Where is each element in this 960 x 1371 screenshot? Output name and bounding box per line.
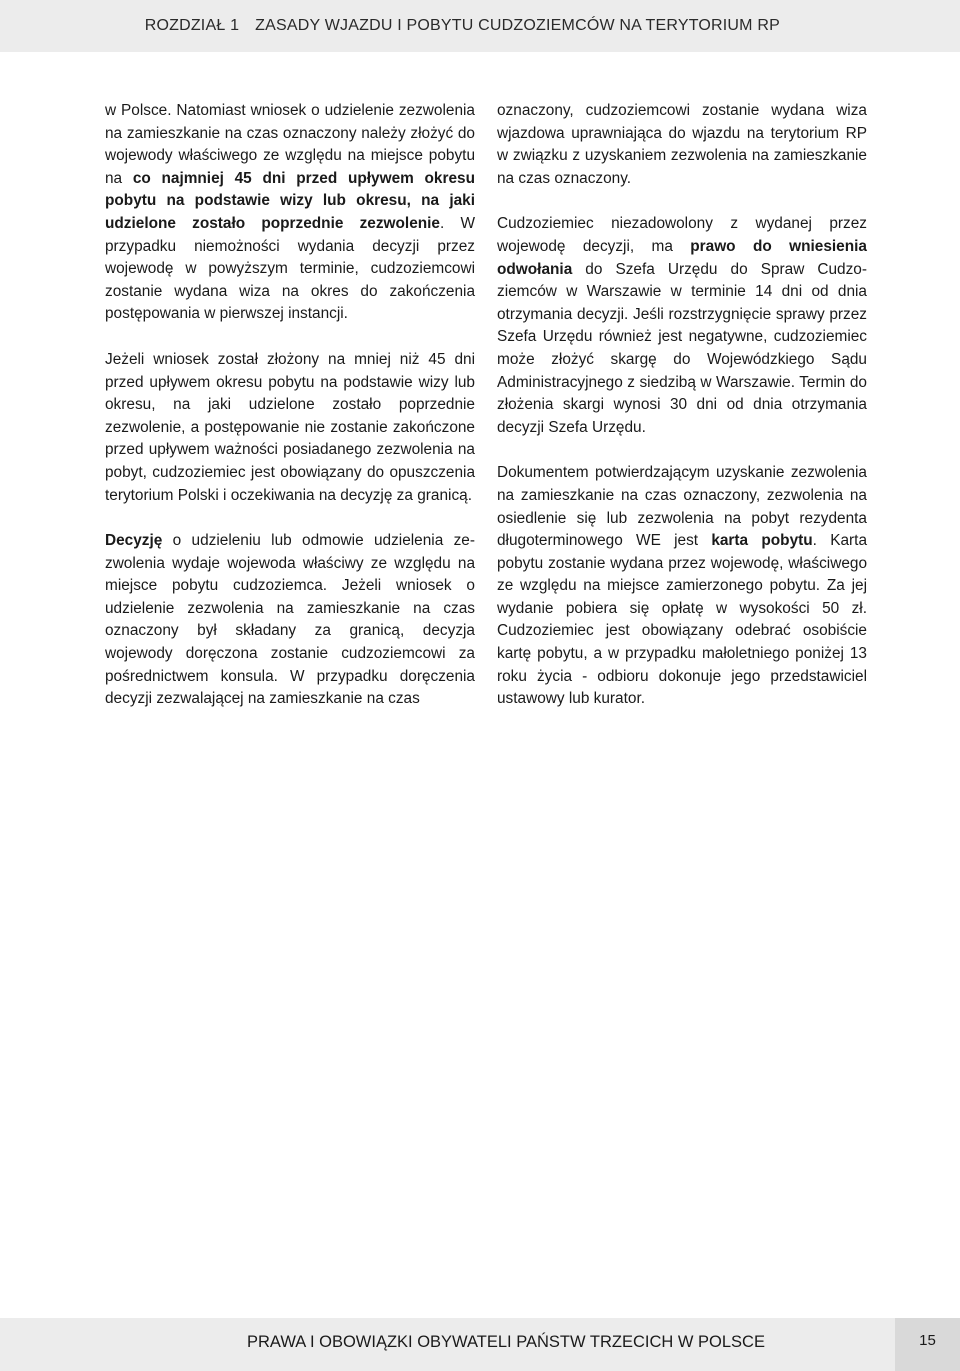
paragraph-text: do Szefa Urzędu do Spraw Cudzoziemców w Warszawie w terminie 14 dni od dnia otrzymania decyzji. Jeśli rozstrzygnięcie sprawy przez Szefa Urzędu również jest negatywne, cudzoziemiec może złożyć skargę do Wojewódzkiego Sądu Administracyjnego z siedzibą w Warszawie. Termin do złożenia skargi wynosi 30 dni od dnia otrzymania decyzji Szefa Urzędu.	[497, 260, 867, 436]
paragraph-text: w Polsce. Natomiast wniosek o udzielenie zezwolenia na zamieszkanie na czas oznaczony należy złożyć do wojewody właściwego ze względu na miejsce pobytu na	[105, 102, 475, 187]
paragraph-text: Dokumentem potwierdzającym uzyskanie zezwolenia na zamieszkanie na czas oznaczony, zezwolenia na osiedlenie się lub zezwolenia na pobyt rezydenta długoterminowego WE jest	[497, 464, 867, 550]
bold-term: prawo do wniesienia odwołania	[497, 237, 867, 278]
footer-bar	[0, 1318, 895, 1371]
right-column	[497, 100, 867, 734]
running-header	[0, 0, 960, 52]
left-column	[105, 100, 475, 734]
paragraph-text: . W przypadku niemożności wydania decyzji przez wojewodę w powyższym terminie, cudzoziemcowi zostanie wydana wiza na okres do zakończenia postępowania w pierwszej instancji.	[105, 214, 475, 323]
paragraph-text: Cudzoziemiec niezadowolony z wydanej przez wojewodę decyzji, ma	[497, 215, 867, 255]
header-title	[145, 17, 780, 35]
paragraph: Jeżeli wniosek został złożony na mniej niż 45 dni przed upływem okresu pobytu na podstawie wizy lub okresu, na jaki udzielone zostało poprzednie zezwolenie, a postępowanie nie zostanie zakończone przed upływem ważności posiadanego zezwolenia na pobyt, cudzoziemiec jest obowiązany do opuszczenia terytorium Polski i oczekiwania na decyzję za granicą.	[105, 350, 475, 504]
paragraph	[105, 530, 475, 711]
bold-term: co najmniej 45 dni przed upływem okresu pobytu na podstawie wizy lub okresu, na jaki udzielone zostało poprzednie zezwolenie	[105, 169, 475, 232]
paragraph	[497, 462, 867, 711]
running-footer	[0, 1318, 960, 1371]
page-number: 15	[919, 1332, 936, 1349]
page-number-box	[895, 1318, 960, 1371]
chapter-title: ZASADY WJAZDU I POBYTU CUDZOZIEMCÓW NA TERYTORIUM RP	[255, 17, 780, 34]
paragraph-text: o udzieleniu lub odmowie udzielenia zezwolenia wydaje wojewoda właściwy ze względu na miejsce pobytu cudzoziemca. Jeżeli wniosek o udzielenie zezwolenia na zamieszkanie na czas oznaczony był składany za granicą, decyzja wojewody doręczona zostanie cudzoziemcowi za pośrednictwem konsula. W przypadku doręczenia decyzji zezwalającej na zamieszkanie na czas	[105, 532, 475, 708]
chapter-label: ROZDZIAŁ 1	[144, 17, 240, 34]
paragraph: oznaczony, cudzoziemcowi zostanie wydana wiza wjazdowa uprawniająca do wjazdu na terytorium RP w związku z uzyskaniem zezwolenia na zamieszkanie na czas oznaczony.	[497, 102, 867, 187]
paragraph-text: . Karta pobytu zostanie wydana przez wojewodę, właściwego ze względu na miejsce zamierzonego pobytu. Za jej wydanie pobiera się opłatę w wysokości 50 zł. Cudzoziemiec jest obowiązany odebrać osobiście kartę pobytu, a w przypadku małoletniego poniżej 13 roku życia - odbioru dokonuje jego przedstawiciel ustawowy lub kurator.	[497, 532, 868, 708]
bold-term: karta pobytu	[711, 532, 813, 550]
paragraph	[497, 213, 867, 439]
bold-term: Decyzję	[105, 532, 163, 550]
footer-title: PRAWA I OBOWIĄZKI OBYWATELI PAŃSTW TRZECICH W POLSCE	[247, 1333, 765, 1351]
paragraph	[105, 100, 475, 326]
